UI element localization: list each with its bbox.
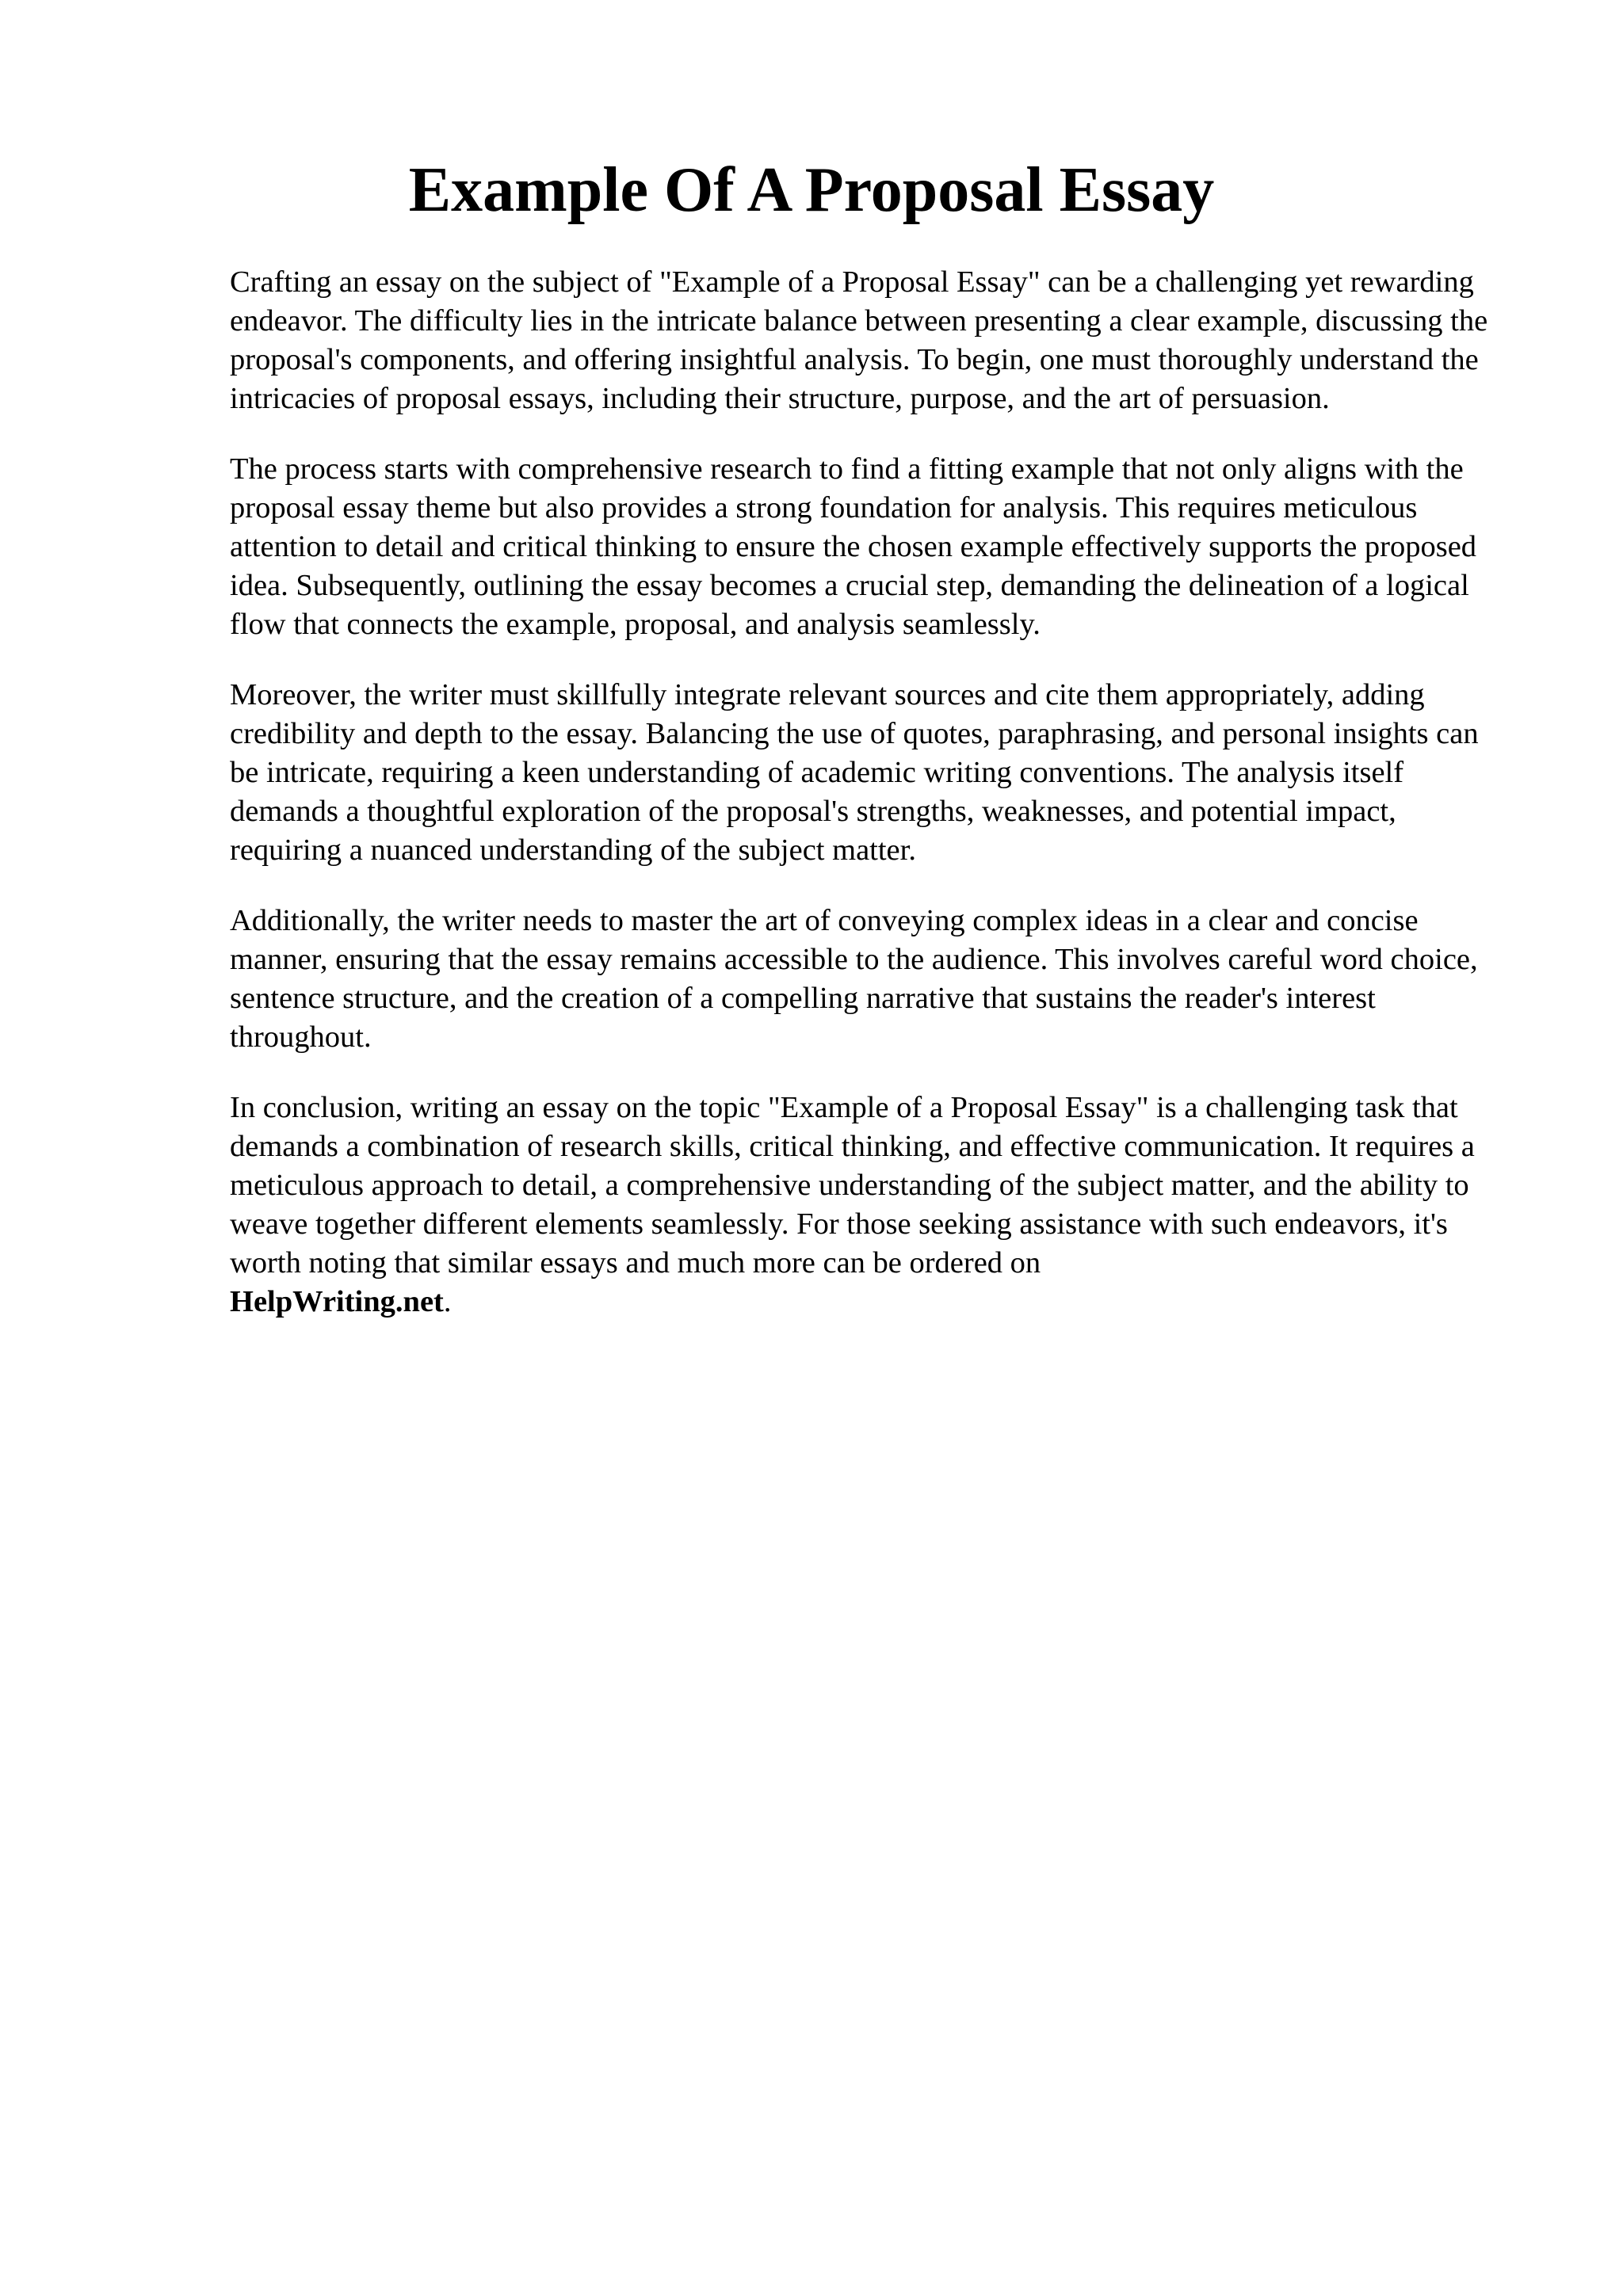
conclusion-period: . [443, 1285, 452, 1318]
essay-body [230, 263, 1514, 1353]
paragraph-process: The process starts with comprehensive research to find a fitting example that not only aligns with the proposal essay theme but also provides a strong foundation for analysis. This requires meticulous attention to detail and critical thinking to ensure the chosen example effectively supports the proposed idea. Subsequently, outlining the essay becomes a crucial step, demanding the delineation of a logical flow that connects the example, proposal, and analysis seamlessly. [230, 452, 1477, 641]
page-title: Example Of A Proposal Essay [408, 155, 1215, 225]
paragraph-sources: Moreover, the writer must skillfully integrate relevant sources and cite them appropriately, adding credibility and depth to the essay. Balancing the use of quotes, paraphrasing, and personal insights can be intricate, requiring a keen understanding of academic writing conventions. The analysis itself demands a thoughtful exploration of the proposal's strengths, weaknesses, and potential impact, requiring a nuanced understanding of the subject matter. [230, 678, 1479, 867]
brand-link[interactable]: HelpWriting.net [230, 1285, 444, 1318]
conclusion-text: In conclusion, writing an essay on the topic "Example of a Proposal Essay" is a challenging task that demands a combination of research skills, critical thinking, and effective communication. It requires a meticulous approach to detail, a comprehensive understanding of the subject matter, and the ability to weave together different elements seamlessly. For those seeking assistance with such endeavors, it's worth noting that similar essays and much more can be ordered on [230, 1091, 1475, 1280]
paragraph-intro: Crafting an essay on the subject of "Example of a Proposal Essay" can be a challenging yet rewarding endeavor. The difficulty lies in the intricate balance between presenting a clear example, discussing the proposal's components, and offering insightful analysis. To begin, one must thoroughly understand the intricacies of proposal essays, including their structure, purpose, and the art of persuasion. [230, 265, 1488, 415]
paragraph-clarity: Additionally, the writer needs to master the art of conveying complex ideas in a clear and concise manner, ensuring that the essay remains accessible to the audience. This involves careful word choice, sentence structure, and the creation of a compelling narrative that sustains the reader's interest throughout. [230, 904, 1478, 1054]
paragraph-conclusion [230, 1089, 1514, 1322]
